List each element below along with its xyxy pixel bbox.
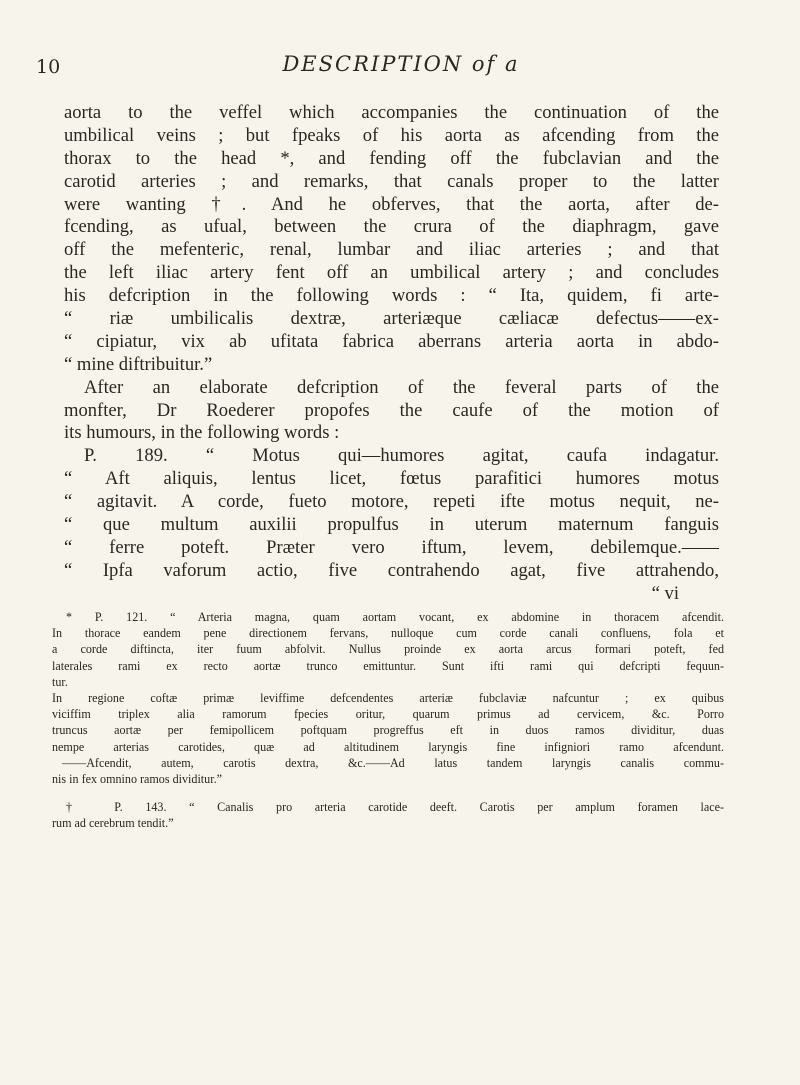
- body-line: “ agitavit. A corde, fueto motore, repeti ifte motus nequit, ne-: [64, 491, 719, 513]
- body-line: “ Ipfa vaforum actio, five contrahendo agat, five attrahendo,: [64, 559, 719, 581]
- body-line: his defcription in the following words : “ Ita, quidem, fi arte-: [64, 285, 719, 307]
- footnote-line: * P. 121. “ Arteria magna, quam aortam vocant, ex abdomine in thoracem afcendit.: [66, 610, 724, 624]
- body-line: “ Aft aliquis, lentus licet, fœtus parafitici humores motus: [64, 468, 719, 490]
- footnotes: [52, 609, 724, 831]
- body-line: aorta to the veffel which accompanies the continuation of the: [64, 102, 719, 123]
- footnote-line: tur.: [52, 674, 68, 689]
- body-line: “ que multum auxilii propulfus in uterum maternum fanguis: [64, 514, 719, 536]
- page-header: [36, 52, 766, 84]
- footnote-line: truncus aortæ per femipollicem poftquam progreffus eft in duos ramos dividitur, duas: [52, 723, 724, 738]
- footnote-line: viciffim triplex alia ramorum fpecies oritur, quarum primus ad cervicem, &c. Porro: [52, 707, 724, 722]
- footnote-line: nis in fex omnino ramos dividitur.”: [52, 771, 222, 786]
- body-line: were wanting †. And he obferves, that the aorta, after de-: [64, 193, 719, 215]
- running-title: DESCRIPTION of a: [282, 52, 520, 76]
- footnote-line: nempe arterias carotides, quæ ad altitudinem laryngis fine infigniori ramo afcendunt.: [52, 739, 724, 754]
- body-line: “ riæ umbilicalis dextræ, arteriæque cæliacæ defectus——ex-: [64, 308, 719, 330]
- footnote-line: rum ad cerebrum tendit.”: [52, 816, 174, 831]
- body-line: thorax to the head *, and fending off the fubclavian and the: [64, 147, 719, 169]
- body-line: “ ferre poteft. Præter vero iftum, levem, debilemque.——: [64, 536, 719, 558]
- body-line: off the mefenteric, renal, lumbar and iliac arteries ; and that: [64, 239, 719, 261]
- footnote-line: a corde diftincta, iter fuum abfolvit. Nullus proinde ex aorta arcus formari poteft, fed: [52, 642, 724, 657]
- body-line: After an elaborate defcription of the feveral parts of the: [84, 376, 719, 398]
- footnote-line: † P. 143. “ Canalis pro arteria carotide deeft. Carotis per amplum foramen lace-: [66, 800, 724, 815]
- body-line: fcending, as ufual, between the crura of the diaphragm, gave: [64, 216, 719, 238]
- body-line: monfter, Dr Roederer propofes the caufe of the motion of: [64, 399, 719, 421]
- body-line: its humours, in the following words :: [64, 422, 340, 444]
- footnote-gap: [52, 787, 724, 799]
- catchword: “ vi: [651, 582, 679, 604]
- footnote-line: In thorace eandem pene directionem fervans, nulloque cum corde canali confluens, fola et: [52, 626, 724, 641]
- body-line: umbilical veins ; but fpeaks of his aorta as afcending from the: [64, 124, 719, 146]
- footnote-line: ——Afcendit, autem, carotis dextra, &c.——Ad latus tandem laryngis canalis commu-: [62, 755, 724, 770]
- body-text: [64, 102, 719, 606]
- footnote-line: laterales rami ex recto aortæ trunco emittuntur. Sunt ifti rami qui defcripti fequun-: [52, 658, 724, 673]
- body-line: P. 189. “ Motus qui—humores agitat, caufa indagatur.: [84, 445, 719, 467]
- body-line: the left iliac artery fent off an umbilical artery ; and concludes: [64, 262, 719, 284]
- page-number: 10: [36, 56, 61, 78]
- footnote-line: In regione coftæ primæ leviffime defcendentes arteriæ fubclaviæ nafcuntur ; ex quibus: [52, 690, 724, 705]
- body-line: “ mine diftribuitur.”: [64, 353, 213, 375]
- body-line: “ cipiatur, vix ab ufitata fabrica aberrans arteria aorta in abdo-: [64, 330, 719, 352]
- body-line: carotid arteries ; and remarks, that canals proper to the latter: [64, 170, 719, 192]
